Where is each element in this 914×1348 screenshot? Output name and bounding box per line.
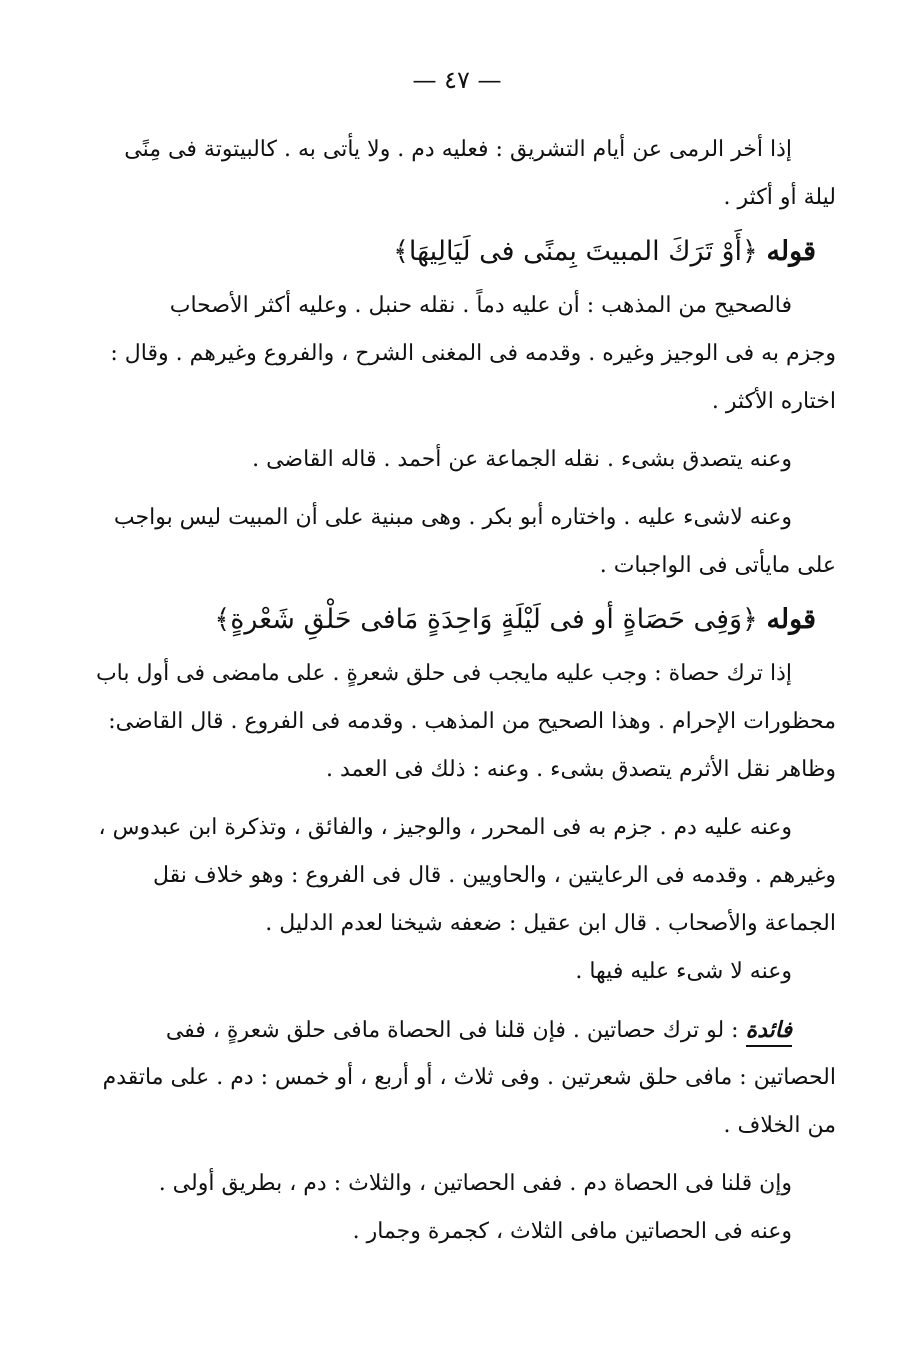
text-line: إذا أخر الرمى عن أيام التشريق : فعليه دم . ولا يأتى به . كالبيتوتة فى مِنًى [124,137,792,162]
paragraph-2 [110,282,836,426]
section-heading-2 [180,590,836,650]
text-line: وظاهر نقل الأثرم يتصدق بشىء . وعنه : ذلك فى العمد . [325,757,836,782]
note-label: فائدة [746,1017,792,1047]
heading-quote: ﴿وَفِى حَصَاةٍ أو فى لَيْلَةٍ وَاحِدَةٍ مَافى حَلْقِ شَعْرةٍ﴾ [214,604,758,635]
paragraph-3 [180,436,836,484]
paragraph-1 [124,126,836,222]
text-line: إذا ترك حصاة : وجب عليه مايجب فى حلق شعرةٍ . على مامضى فى أول باب [95,661,792,686]
text-line: على مايأتى فى الواجبات . [599,553,836,578]
paragraph-8 [102,1006,836,1150]
text-line: وغيرهم . وقدمه فى الرعايتين ، والحاويين . قال فى الفروع : وهو خلاف نقل [152,863,836,888]
paragraph-5 [95,650,836,794]
text-line: وجزم به فى الوجيز وغيره . وقدمه فى المغنى الشرح ، والفروع وغيرهم . وقال : [110,341,836,366]
paragraph-4 [113,494,836,590]
text-line: اختاره الأكثر . [711,389,836,414]
page-body [95,126,836,1256]
text-line: وعنه فى الحصاتين مافى الثلاث ، كجمرة وجمار . [352,1219,792,1244]
text-line [165,1006,836,1054]
section-heading-1 [180,222,836,282]
heading-keyword: قوله [766,604,816,635]
text-line: فالصحيح من المذهب : أن عليه دماً . نقله حنبل . وعليه أكثر الأصحاب [169,293,792,318]
text-line: الجماعة والأصحاب . قال ابن عقيل : ضعفه شيخنا لعدم الدليل . [265,911,836,936]
text-line: وإن قلنا فى الحصاة دم . ففى الحصاتين ، والثلاث : دم ، بطريق أولى . [158,1171,792,1196]
text-line: محظورات الإحرام . وهذا الصحيح من المذهب . وقدمه فى الفروع . قال القاضى: [108,709,836,734]
text-line: وعنه عليه دم . جزم به فى المحرر ، والوجيز ، والفائق ، وتذكرة ابن عبدوس ، [98,815,792,840]
page-number: — ٤٧ — [412,66,502,94]
text-fragment: : لو ترك حصاتين . فإن قلنا فى الحصاة مافى حلق شعرةٍ ، ففى [165,1018,746,1043]
paragraph-7 [180,948,836,996]
text-line: وعنه لاشىء عليه . واختاره أبو بكر . وهى مبنية على أن المبيت ليس بواجب [113,505,792,530]
heading-quote: ﴿أَوْ تَرَكَ المبيتَ بِمنًى فى لَيَالِيهَا﴾ [393,236,758,267]
paragraph-9 [158,1160,836,1256]
paragraph-6 [98,804,836,948]
text-line: وعنه يتصدق بشىء . نقله الجماعة عن أحمد . قاله القاضى . [252,447,792,472]
text-line: ليلة أو أكثر . [723,185,836,210]
heading-keyword: قوله [766,236,816,267]
text-line: من الخلاف . [723,1113,836,1138]
text-line: الحصاتين : مافى حلق شعرتين . وفى ثلاث ، أو أربع ، أو خمس : دم . على ماتقدم [102,1065,836,1090]
text-line: وعنه لا شىء عليه فيها . [575,959,792,984]
